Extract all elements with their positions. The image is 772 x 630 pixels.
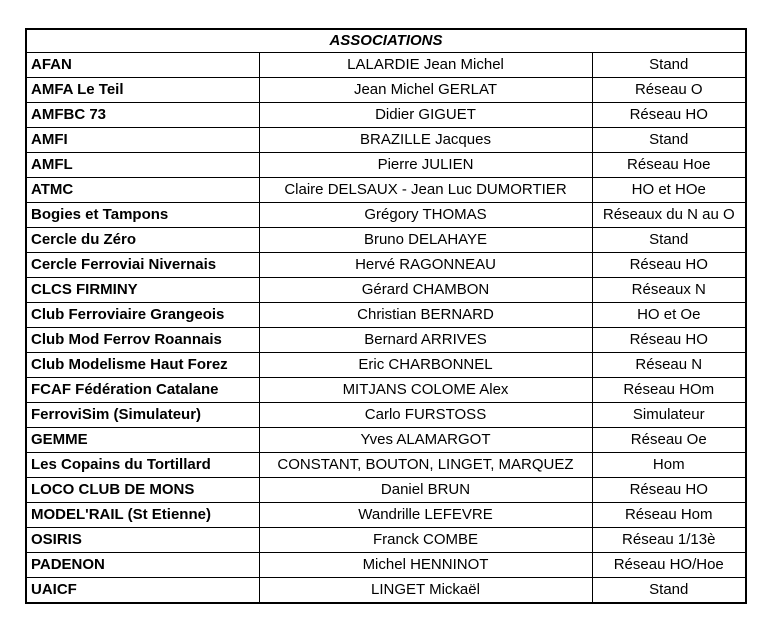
- table-title: ASSOCIATIONS: [26, 29, 746, 53]
- association-name-cell: FCAF Fédération Catalane: [26, 378, 259, 403]
- table-row: [26, 528, 746, 553]
- association-name-cell: AMFA Le Teil: [26, 78, 259, 103]
- association-name-cell: AMFL: [26, 153, 259, 178]
- association-name-cell: CLCS FIRMINY: [26, 278, 259, 303]
- exhibit-type-cell: Simulateur: [592, 403, 746, 428]
- exhibit-type-cell: Réseau Hoe: [592, 153, 746, 178]
- contact-person-cell: Eric CHARBONNEL: [259, 353, 592, 378]
- contact-person-cell: Carlo FURSTOSS: [259, 403, 592, 428]
- exhibit-type-cell: Stand: [592, 228, 746, 253]
- contact-person-cell: BRAZILLE Jacques: [259, 128, 592, 153]
- contact-person-cell: CONSTANT, BOUTON, LINGET, MARQUEZ: [259, 453, 592, 478]
- exhibit-type-cell: Réseau HO: [592, 253, 746, 278]
- exhibit-type-cell: Hom: [592, 453, 746, 478]
- table-row: [26, 303, 746, 328]
- association-name-cell: Club Mod Ferrov Roannais: [26, 328, 259, 353]
- exhibit-type-cell: Réseau Oe: [592, 428, 746, 453]
- table-row: [26, 553, 746, 578]
- association-name-cell: Bogies et Tampons: [26, 203, 259, 228]
- exhibit-type-cell: Réseaux N: [592, 278, 746, 303]
- contact-person-cell: LALARDIE Jean Michel: [259, 53, 592, 78]
- table-row: [26, 478, 746, 503]
- table-row: [26, 403, 746, 428]
- table-row: [26, 128, 746, 153]
- association-name-cell: FerroviSim (Simulateur): [26, 403, 259, 428]
- exhibit-type-cell: Réseaux du N au O: [592, 203, 746, 228]
- exhibit-type-cell: Stand: [592, 578, 746, 604]
- association-name-cell: Club Ferroviaire Grangeois: [26, 303, 259, 328]
- contact-person-cell: LINGET Mickaël: [259, 578, 592, 604]
- table-row: [26, 103, 746, 128]
- exhibit-type-cell: Stand: [592, 128, 746, 153]
- exhibit-type-cell: Réseau HO: [592, 328, 746, 353]
- table-row: [26, 53, 746, 78]
- exhibit-type-cell: Réseau HOm: [592, 378, 746, 403]
- association-name-cell: Cercle Ferroviai Nivernais: [26, 253, 259, 278]
- contact-person-cell: Franck COMBE: [259, 528, 592, 553]
- table-row: [26, 453, 746, 478]
- contact-person-cell: Didier GIGUET: [259, 103, 592, 128]
- table-row: [26, 503, 746, 528]
- table-row: [26, 78, 746, 103]
- exhibit-type-cell: Réseau Hom: [592, 503, 746, 528]
- exhibit-type-cell: Stand: [592, 53, 746, 78]
- exhibit-type-cell: Réseau O: [592, 78, 746, 103]
- association-name-cell: OSIRIS: [26, 528, 259, 553]
- contact-person-cell: Hervé RAGONNEAU: [259, 253, 592, 278]
- table-row: [26, 578, 746, 604]
- contact-person-cell: Jean Michel GERLAT: [259, 78, 592, 103]
- table-row: [26, 328, 746, 353]
- association-name-cell: Club Modelisme Haut Forez: [26, 353, 259, 378]
- association-name-cell: MODEL'RAIL (St Etienne): [26, 503, 259, 528]
- association-name-cell: Les Copains du Tortillard: [26, 453, 259, 478]
- association-name-cell: LOCO CLUB DE MONS: [26, 478, 259, 503]
- contact-person-cell: Christian BERNARD: [259, 303, 592, 328]
- contact-person-cell: Daniel BRUN: [259, 478, 592, 503]
- table-row: [26, 278, 746, 303]
- exhibit-type-cell: HO et HOe: [592, 178, 746, 203]
- association-name-cell: PADENON: [26, 553, 259, 578]
- table-row: [26, 253, 746, 278]
- association-name-cell: AMFBC 73: [26, 103, 259, 128]
- exhibit-type-cell: Réseau 1/13è: [592, 528, 746, 553]
- contact-person-cell: Michel HENNINOT: [259, 553, 592, 578]
- exhibit-type-cell: Réseau HO: [592, 103, 746, 128]
- association-name-cell: AFAN: [26, 53, 259, 78]
- table-row: [26, 178, 746, 203]
- exhibit-type-cell: Réseau N: [592, 353, 746, 378]
- association-name-cell: AMFI: [26, 128, 259, 153]
- contact-person-cell: Wandrille LEFEVRE: [259, 503, 592, 528]
- table-row: [26, 353, 746, 378]
- contact-person-cell: Pierre JULIEN: [259, 153, 592, 178]
- contact-person-cell: MITJANS COLOME Alex: [259, 378, 592, 403]
- contact-person-cell: Yves ALAMARGOT: [259, 428, 592, 453]
- exhibit-type-cell: Réseau HO/Hoe: [592, 553, 746, 578]
- table-row: [26, 153, 746, 178]
- title-row: [26, 29, 746, 53]
- table-row: [26, 228, 746, 253]
- exhibit-type-cell: Réseau HO: [592, 478, 746, 503]
- contact-person-cell: Grégory THOMAS: [259, 203, 592, 228]
- table-row: [26, 378, 746, 403]
- contact-person-cell: Bruno DELAHAYE: [259, 228, 592, 253]
- association-name-cell: Cercle du Zéro: [26, 228, 259, 253]
- associations-table: [25, 28, 747, 604]
- association-name-cell: UAICF: [26, 578, 259, 604]
- association-name-cell: GEMME: [26, 428, 259, 453]
- contact-person-cell: Claire DELSAUX - Jean Luc DUMORTIER: [259, 178, 592, 203]
- table-row: [26, 203, 746, 228]
- exhibit-type-cell: HO et Oe: [592, 303, 746, 328]
- contact-person-cell: Gérard CHAMBON: [259, 278, 592, 303]
- contact-person-cell: Bernard ARRIVES: [259, 328, 592, 353]
- association-name-cell: ATMC: [26, 178, 259, 203]
- table-row: [26, 428, 746, 453]
